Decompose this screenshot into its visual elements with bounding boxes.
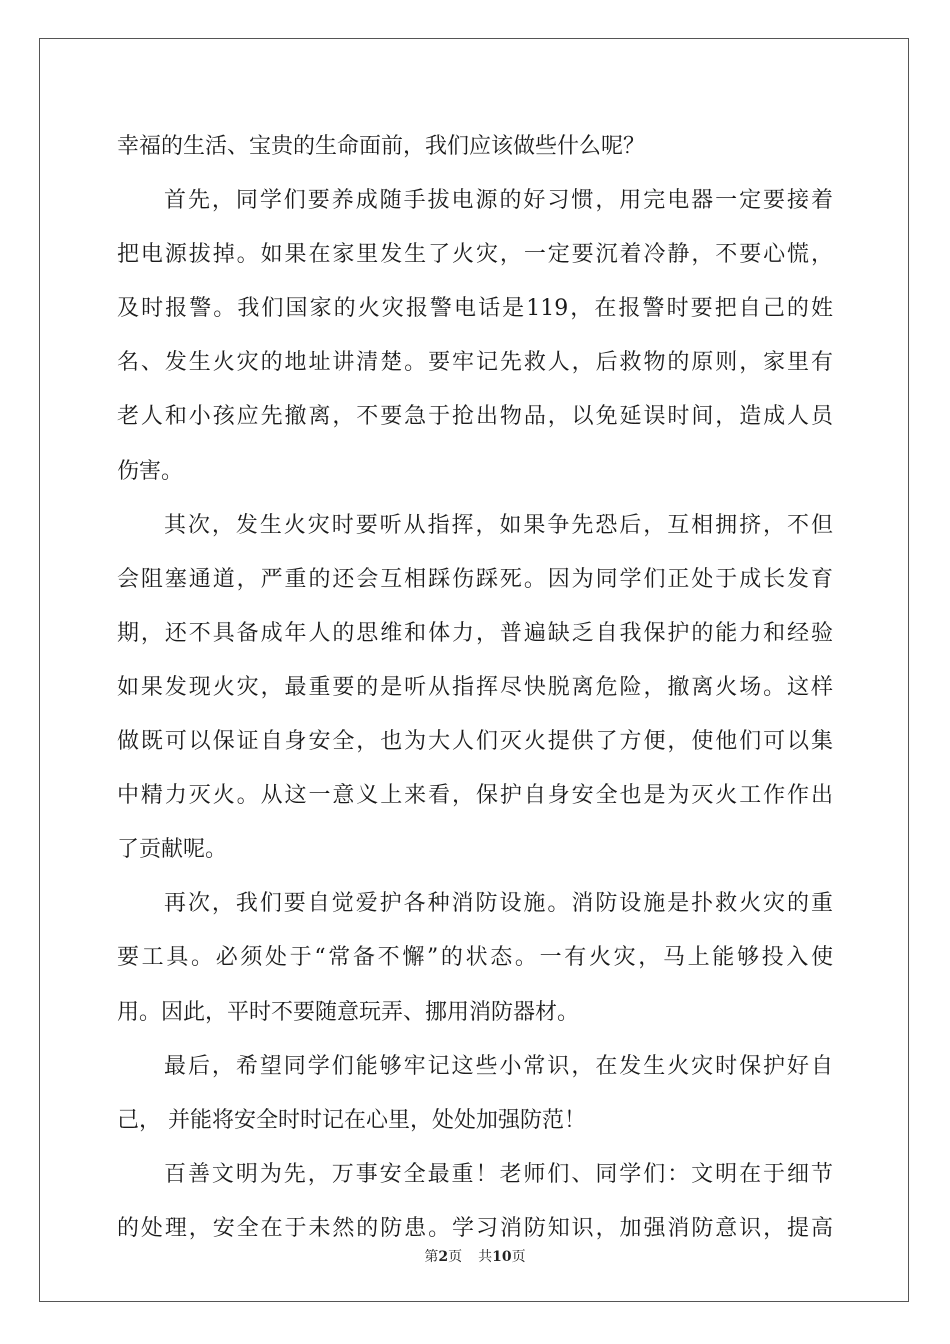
text-line: 最后，希望同学们能够牢记这些小常识，在发生火灾时保护好自 bbox=[164, 1053, 833, 1079]
text-line: 了贡献呢。 bbox=[117, 837, 228, 863]
text-line: 百善文明为先，万事安全最重！老师们、同学们：文明在于细节 bbox=[164, 1161, 833, 1187]
text-line: 名、发生火灾的地址讲清楚。要牢记先救人，后救物的原则，家里有 bbox=[117, 350, 833, 376]
text-line: 的处理，安全在于未然的防患。学习消防知识，加强消防意识，提高 bbox=[117, 1215, 833, 1241]
page-number-suffix: 页 bbox=[448, 1249, 463, 1265]
text-line: 再次，我们要自觉爱护各种消防设施。消防设施是扑救火灾的重 bbox=[164, 891, 833, 917]
text-line: 会阻塞通道，严重的还会互相踩伤踩死。因为同学们正处于成长发育 bbox=[117, 566, 833, 592]
page-number-prefix: 第 bbox=[424, 1249, 439, 1265]
text-line: 首先，同学们要养成随手拔电源的好习惯，用完电器一定要接着 bbox=[164, 188, 833, 214]
text-line: 把电源拔掉。如果在家里发生了火灾，一定要沉着冷静，不要心慌， bbox=[117, 242, 833, 268]
text-line: 幸福的生活、宝贵的生命面前，我们应该做些什么呢？ bbox=[117, 134, 646, 159]
text-line: 要工具。必须处于“常备不懈”的状态。一有火灾，马上能够投入使 bbox=[117, 945, 833, 971]
text-line: 用。因此，平时不要随意玩弄、挪用消防器材。 bbox=[117, 999, 580, 1025]
text-line: 如果发现火灾，最重要的是听从指挥尽快脱离危险，撤离火场。这样 bbox=[117, 674, 833, 700]
text-line: 己， 并能将安全时时记在心里，处处加强防范！ bbox=[117, 1107, 586, 1133]
text-line: 老人和小孩应先撤离，不要急于抢出物品，以免延误时间，造成人员 bbox=[117, 404, 833, 430]
document-body bbox=[117, 120, 833, 1256]
total-pages-prefix: 共 bbox=[478, 1249, 493, 1265]
text-line: 做既可以保证自身安全，也为大人们灭火提供了方便，使他们可以集 bbox=[117, 729, 833, 755]
text-line: 其次，发生火灾时要听从指挥，如果争先恐后，互相拥挤，不但 bbox=[164, 512, 833, 538]
text-line: 及时报警。我们国家的火灾报警电话是119，在报警时要把自己的姓 bbox=[117, 296, 833, 322]
text-line: 期，还不具备成年人的思维和体力，普遍缺乏自我保护的能力和经验 bbox=[117, 620, 833, 646]
page-number: 2 bbox=[438, 1249, 449, 1265]
text-line: 中精力灭火。从这一意义上来看，保护自身安全也是为灭火工作作出 bbox=[117, 783, 833, 809]
total-pages-suffix: 页 bbox=[511, 1249, 526, 1265]
total-pages: 10 bbox=[492, 1249, 512, 1265]
text-line: 伤害。 bbox=[117, 458, 184, 484]
page-footer bbox=[0, 1246, 950, 1266]
